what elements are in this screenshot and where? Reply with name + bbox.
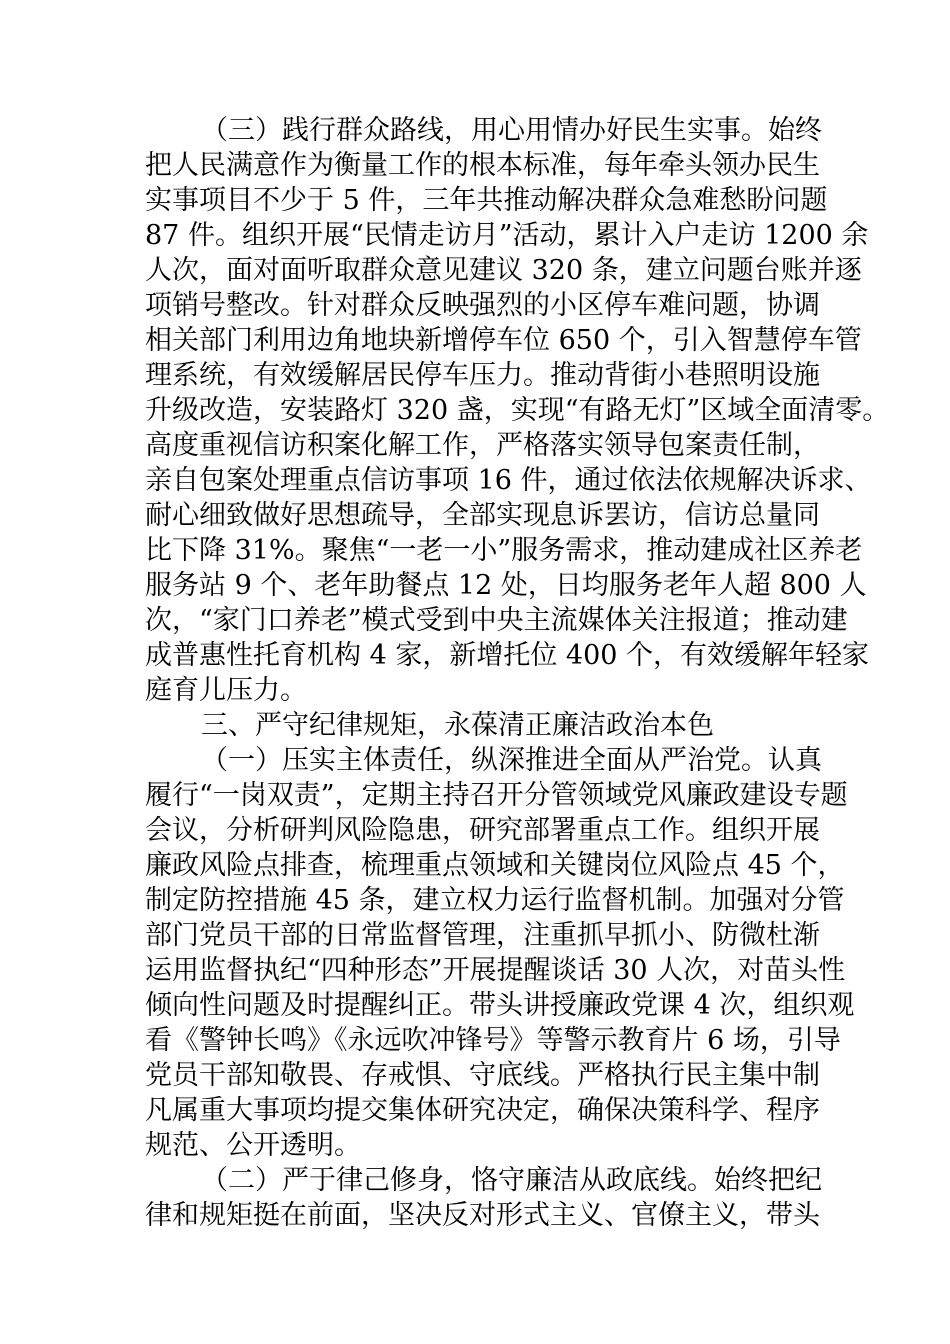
- text-line: 履行“一岗双责”，定期主持召开分管领域党风廉政建设专题: [145, 780, 848, 811]
- text-line: 会议，分析研判风险隐患，研究部署重点工作。组织开展: [145, 815, 820, 846]
- text-line: 相关部门利用边角地块新增停车位 650 个，引入智慧停车管: [145, 325, 862, 356]
- text-line: 三、严守纪律规矩，永葆清正廉洁政治本色: [201, 710, 714, 741]
- text-line: 廉政风险点排查，梳理重点领域和关键岗位风险点 45 个，: [145, 850, 845, 881]
- text-line: 庭育儿压力。: [145, 675, 307, 706]
- text-line: 人次，面对面听取群众意见建议 320 条，建立问题台账并逐: [145, 255, 862, 286]
- text-line: 规范、公开透明。: [145, 1130, 361, 1161]
- text-line: 运用监督执纪“四种形态”开展提醒谈话 30 人次，对苗头性: [145, 955, 846, 986]
- text-line: 比下降 31%。聚焦“一老一小”服务需求，推动建成社区养老: [145, 535, 863, 566]
- text-line: 项销号整改。针对群众反映强烈的小区停车难问题，协调: [145, 290, 820, 321]
- text-line: （二）严于律己修身，恪守廉洁从政底线。始终把纪: [201, 1165, 822, 1196]
- text-line: 实事项目不少于 5 件，三年共推动解决群众急难愁盼问题: [145, 185, 828, 216]
- text-line: 部门党员干部的日常监督管理，注重抓早抓小、防微杜渐: [145, 920, 820, 951]
- text-line: （三）践行群众路线，用心用情办好民生实事。始终: [201, 115, 822, 146]
- text-line: 党员干部知敬畏、存戒惧、守底线。严格执行民主集中制: [145, 1060, 820, 1091]
- text-line: 耐心细致做好思想疏导，全部实现息诉罢访，信访总量同: [145, 500, 820, 531]
- text-line: 亲自包案处理重点信访事项 16 件，通过依法依规解决诉求、: [145, 465, 872, 496]
- text-line: （一）压实主体责任，纵深推进全面从严治党。认真: [201, 745, 822, 776]
- text-line: 把人民满意作为衡量工作的根本标准，每年牵头领办民生: [145, 150, 820, 181]
- body-text: [145, 113, 890, 1233]
- text-line: 高度重视信访积案化解工作，严格落实领导包案责任制，: [145, 430, 820, 461]
- text-line: 升级改造，安装路灯 320 盏，实现“有路无灯”区域全面清零。: [145, 395, 890, 426]
- text-line: 制定防控措施 45 条，建立权力运行监督机制。加强对分管: [145, 885, 845, 916]
- text-line: 服务站 9 个、老年助餐点 12 处，日均服务老年人超 800 人: [145, 570, 867, 601]
- text-line: 成普惠性托育机构 4 家，新增托位 400 个，有效缓解年轻家: [145, 640, 870, 671]
- text-line: 87 件。组织开展“民情走访月”活动，累计入户走访 1200 余: [145, 220, 869, 251]
- text-line: 倾向性问题及时提醒纠正。带头讲授廉政党课 4 次，组织观: [145, 990, 855, 1021]
- text-line: 理系统，有效缓解居民停车压力。推动背街小巷照明设施: [145, 360, 820, 391]
- text-line: 凡属重大事项均提交集体研究决定，确保决策科学、程序: [145, 1095, 820, 1126]
- text-line: 次，“家门口养老”模式受到中央主流媒体关注报道；推动建: [145, 605, 848, 636]
- text-line: 看《警钟长鸣》《永远吹冲锋号》等警示教育片 6 场，引导: [145, 1025, 841, 1056]
- text-line: 律和规矩挺在前面，坚决反对形式主义、官僚主义，带头: [145, 1200, 820, 1231]
